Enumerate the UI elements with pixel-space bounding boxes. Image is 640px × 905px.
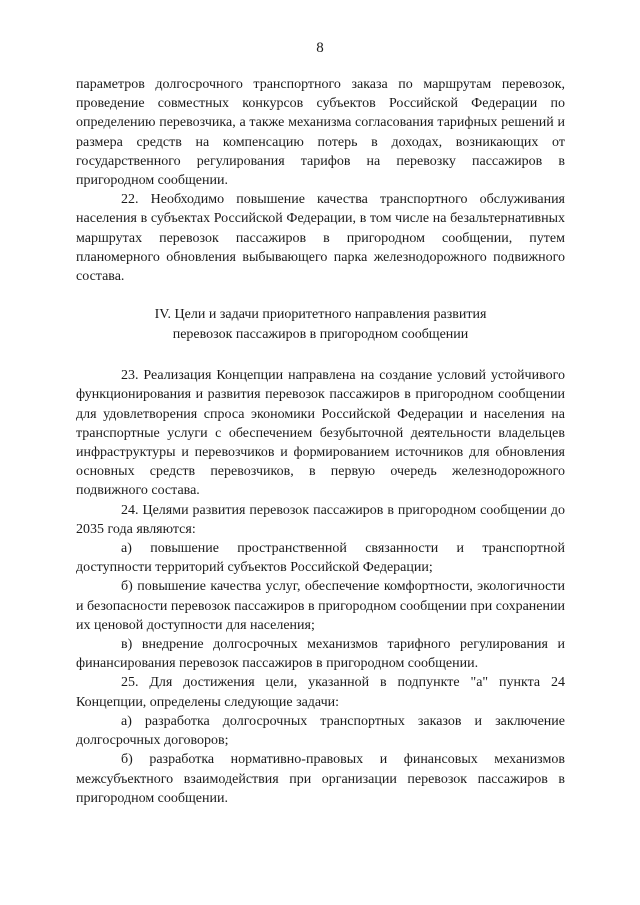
paragraph-24-b: б) повышение качества услуг, обеспечение комфортности, экологичности и безопасности перевозок пассажиров в пригородном сообщении при сохранении их ценовой доступности для населения; bbox=[76, 579, 565, 633]
paragraph-22: 22. Необходимо повышение качества транспортного обслуживания населения в субъектах Российской Федерации, в том числе на безальтернативных маршрутах перевозок пассажиров в пригородном сообщении, путем планомерного обновления выбывающего парка железнодорожного подвижного состава. bbox=[76, 192, 565, 285]
page-number: 8 bbox=[316, 40, 324, 56]
section-heading-line-1: IV. Цели и задачи приоритетного направления развития bbox=[154, 307, 487, 323]
paragraph-25: 25. Для достижения цели, указанной в подпункте "а" пункта 24 Концепции, определены следующие задачи: bbox=[76, 675, 565, 710]
paragraph-24-v: в) внедрение долгосрочных механизмов тарифного регулирования и финансирования перевозок пассажиров в пригородном сообщении. bbox=[76, 637, 565, 672]
document-body bbox=[76, 75, 565, 808]
section-heading-line-2: перевозок пассажиров в пригородном сообщении bbox=[172, 326, 469, 342]
paragraph-24-a: а) повышение пространственной связанности и транспортной доступности территорий субъектов Российской Федерации; bbox=[76, 541, 565, 576]
paragraph-25-b: б) разработка нормативно-правовых и финансовых механизмов межсубъектного взаимодействия при организации перевозок пассажиров в пригородном сообщении. bbox=[76, 752, 565, 806]
paragraph-continuation: параметров долгосрочного транспортного заказа по маршрутам перевозок, проведение совместных конкурсов субъектов Российской Федерации по определению перевозчика, а также механизма согласования тарифных решений и размера средств на компенсацию потерь в доходах, возникающих от государственного регулирования тарифов на перевозку пассажиров в пригородном сообщении. bbox=[76, 77, 565, 189]
paragraph-25-a: а) разработка долгосрочных транспортных заказов и заключение долгосрочных договоров; bbox=[76, 713, 565, 749]
section-heading bbox=[76, 305, 565, 344]
paragraph-24: 24. Целями развития перевозок пассажиров в пригородном сообщении до 2035 года являются: bbox=[76, 502, 565, 537]
paragraph-23: 23. Реализация Концепции направлена на создание условий устойчивого функционирования и развития перевозок пассажиров в пригородном сообщении для удовлетворения спроса экономики Российской Федерации и населения на транспортные услуги с обеспечением безубыточной деятельности владельцев инфраструктуры и перевозчиков и формированием источников для обновления основных средств перевозчиков, в первую очередь железнодорожного подвижного состава. bbox=[76, 368, 565, 499]
